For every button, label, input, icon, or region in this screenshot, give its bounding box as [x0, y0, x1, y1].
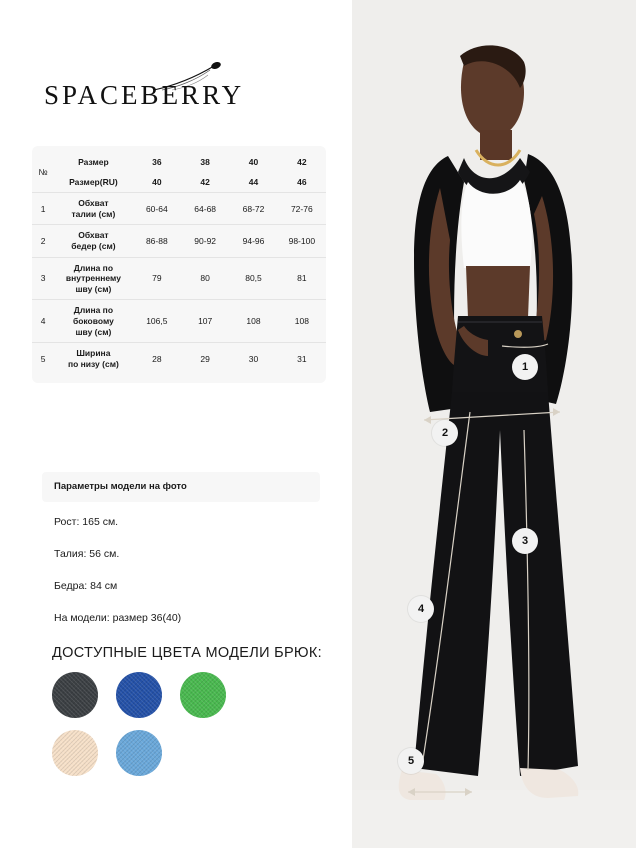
- cell-value: 46: [297, 177, 307, 187]
- cell-value: 80: [181, 257, 229, 300]
- row-number: 4: [32, 300, 54, 343]
- row-number: №: [38, 167, 48, 177]
- cell-value: 108: [278, 300, 326, 343]
- table-row: [32, 225, 326, 257]
- size-table-card: [32, 146, 326, 383]
- cell-value: 90-92: [181, 225, 229, 257]
- cell-value: 30: [229, 343, 277, 375]
- row-label: Ширина по низу (см): [54, 343, 133, 375]
- cell-value: 42: [200, 177, 210, 187]
- cell-value: 60-64: [133, 193, 181, 225]
- cell-value: 72-76: [278, 193, 326, 225]
- cell-value: 81: [278, 257, 326, 300]
- cell-value: 44: [248, 177, 259, 187]
- model-param-waist: Талия: 56 см.: [54, 548, 120, 560]
- row-label: Размер(RU): [69, 177, 118, 187]
- cell-value: 40: [248, 157, 259, 167]
- row-label: Длина по внутреннему шву (см): [54, 257, 133, 300]
- cell-value: 28: [133, 343, 181, 375]
- cell-value: 42: [297, 157, 307, 167]
- cell-value: 29: [181, 343, 229, 375]
- model-param-size: На модели: размер 36(40): [54, 612, 182, 624]
- cell-value: 68-72: [229, 193, 277, 225]
- table-row: [32, 300, 326, 343]
- cell-value: 31: [278, 343, 326, 375]
- brand-logo: [44, 62, 314, 118]
- colors-title: ДОСТУПНЫЕ ЦВЕТА МОДЕЛИ БРЮК:: [52, 645, 322, 661]
- cell-value: 108: [229, 300, 277, 343]
- row-number: 3: [32, 257, 54, 300]
- row-label: Обхват талии (см): [54, 193, 133, 225]
- cell-value: 80,5: [229, 257, 277, 300]
- color-swatch-green[interactable]: [180, 672, 226, 718]
- cell-value: 98-100: [278, 225, 326, 257]
- table-row: [32, 172, 326, 193]
- fabric-texture-icon: [116, 730, 162, 776]
- table-row: [32, 193, 326, 225]
- row-number: 5: [32, 343, 54, 375]
- measure-badge-5: 5: [398, 748, 424, 774]
- fabric-texture-icon: [52, 730, 98, 776]
- cell-value: 36: [152, 157, 162, 167]
- cell-value: 94-96: [229, 225, 277, 257]
- size-table: [32, 152, 326, 375]
- color-swatch-cream[interactable]: [52, 730, 98, 776]
- model-params-card: [42, 472, 320, 502]
- fabric-texture-icon: [116, 672, 162, 718]
- color-swatch-row: [52, 730, 302, 776]
- cell-value: 79: [133, 257, 181, 300]
- row-label: Обхват бедер (см): [54, 225, 133, 257]
- table-row: [32, 343, 326, 375]
- model-params-title: Параметры модели на фото: [54, 481, 187, 492]
- measure-badge-4: 4: [408, 596, 434, 622]
- cell-value: 64-68: [181, 193, 229, 225]
- cell-value: 86-88: [133, 225, 181, 257]
- cell-value: 40: [152, 177, 162, 187]
- cell-value: 106,5: [133, 300, 181, 343]
- fabric-texture-icon: [180, 672, 226, 718]
- model-param-height: Рост: 165 см.: [54, 516, 119, 528]
- cell-value: 107: [181, 300, 229, 343]
- color-swatch-light-blue[interactable]: [116, 730, 162, 776]
- color-swatch-list: [52, 672, 302, 788]
- model-photo: [352, 0, 636, 848]
- cell-value: 38: [200, 157, 210, 167]
- row-number: 2: [32, 225, 54, 257]
- model-param-hips: Бедра: 84 см: [54, 580, 118, 592]
- color-swatch-row: [52, 672, 302, 718]
- fabric-texture-icon: [52, 672, 98, 718]
- row-label: Размер: [78, 157, 109, 167]
- row-number: 1: [32, 193, 54, 225]
- table-row: [32, 152, 326, 172]
- table-row: [32, 257, 326, 300]
- color-swatch-graphite[interactable]: [52, 672, 98, 718]
- brand-name: SPACEBERRY: [44, 80, 245, 110]
- row-label: Длина по боковому шву (см): [54, 300, 133, 343]
- color-swatch-blue[interactable]: [116, 672, 162, 718]
- measure-badge-1: 1: [512, 354, 538, 380]
- measure-badge-3: 3: [512, 528, 538, 554]
- measure-badge-2: 2: [432, 420, 458, 446]
